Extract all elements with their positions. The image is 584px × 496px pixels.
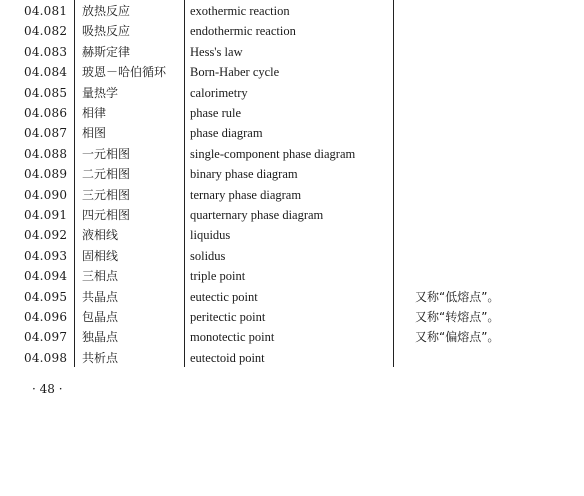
english-term: Born-Haber cycle (190, 65, 280, 80)
english-term: Hess's law (190, 44, 243, 59)
english-term: quarternary phase diagram (190, 208, 324, 222)
chinese-term: 相律 (82, 106, 107, 120)
entry-code: 04.085 (24, 85, 68, 100)
entry-code: 04.095 (24, 289, 68, 304)
english-term: eutectoid point (190, 350, 265, 365)
table-row (0, 307, 584, 327)
chinese-term: 赫斯定律 (82, 44, 131, 59)
page-number: · 48 · (32, 382, 63, 396)
chinese-term: 玻恩－哈伯循环 (82, 65, 167, 80)
entry-code: 04.083 (24, 44, 68, 59)
entry-code: 04.092 (24, 228, 68, 243)
entry-code: 04.082 (24, 24, 68, 39)
chinese-term: 固相线 (82, 248, 119, 263)
english-term: exothermic reaction (190, 4, 290, 18)
chinese-term: 共晶点 (82, 289, 119, 304)
chinese-term: 包晶点 (82, 310, 119, 324)
entry-code: 04.097 (24, 330, 68, 345)
entry-code: 04.090 (24, 187, 68, 202)
english-term: calorimetry (190, 85, 248, 100)
entry-code: 04.091 (24, 208, 68, 222)
english-term: single-component phase diagram (190, 146, 356, 161)
table-row (0, 144, 584, 164)
entry-code: 04.098 (24, 350, 68, 365)
chinese-term: 相图 (82, 126, 107, 141)
chinese-term: 独晶点 (82, 330, 119, 345)
table-row (0, 21, 584, 41)
table-row (0, 185, 584, 205)
english-term: liquidus (190, 228, 231, 243)
entry-code: 04.096 (24, 310, 68, 324)
chinese-term: 量热学 (82, 85, 119, 100)
chinese-term: 一元相图 (82, 146, 131, 161)
chinese-term: 吸热反应 (82, 24, 131, 39)
table-row (0, 266, 584, 286)
entry-code: 04.094 (24, 269, 68, 284)
note: 又称“转熔点”。 (415, 310, 500, 324)
english-term: eutectic point (190, 289, 258, 304)
entry-code: 04.084 (24, 65, 68, 80)
table-row (0, 348, 584, 368)
table-row (0, 123, 584, 143)
entry-code: 04.087 (24, 126, 68, 141)
chinese-term: 三元相图 (82, 187, 131, 202)
note: 又称“低熔点”。 (415, 289, 500, 304)
entry-code: 04.086 (24, 106, 68, 120)
english-term: phase diagram (190, 126, 263, 141)
entry-code: 04.093 (24, 248, 68, 263)
chinese-term: 四元相图 (82, 208, 131, 222)
table-row (0, 1, 584, 21)
table-row (0, 225, 584, 245)
table-row (0, 327, 584, 347)
english-term: solidus (190, 248, 226, 263)
chinese-term: 二元相图 (82, 167, 131, 182)
english-term: monotectic point (190, 330, 275, 345)
table-row (0, 62, 584, 82)
note: 又称“偏熔点”。 (415, 330, 500, 345)
entry-code: 04.089 (24, 167, 68, 182)
table-row (0, 287, 584, 307)
chinese-term: 放热反应 (82, 4, 131, 18)
table-row (0, 42, 584, 62)
table-row (0, 83, 584, 103)
chinese-term: 液相线 (82, 228, 119, 243)
table-row (0, 205, 584, 225)
english-term: phase rule (190, 106, 242, 120)
english-term: binary phase diagram (190, 167, 298, 182)
english-term: endothermic reaction (190, 24, 296, 39)
table-row (0, 164, 584, 184)
english-term: triple point (190, 269, 246, 284)
table-row (0, 103, 584, 123)
english-term: ternary phase diagram (190, 187, 302, 202)
table-row (0, 246, 584, 266)
entry-code: 04.081 (24, 4, 68, 18)
english-term: peritectic point (190, 310, 266, 324)
chinese-term: 共析点 (82, 350, 119, 365)
entry-code: 04.088 (24, 146, 68, 161)
chinese-term: 三相点 (82, 269, 119, 284)
